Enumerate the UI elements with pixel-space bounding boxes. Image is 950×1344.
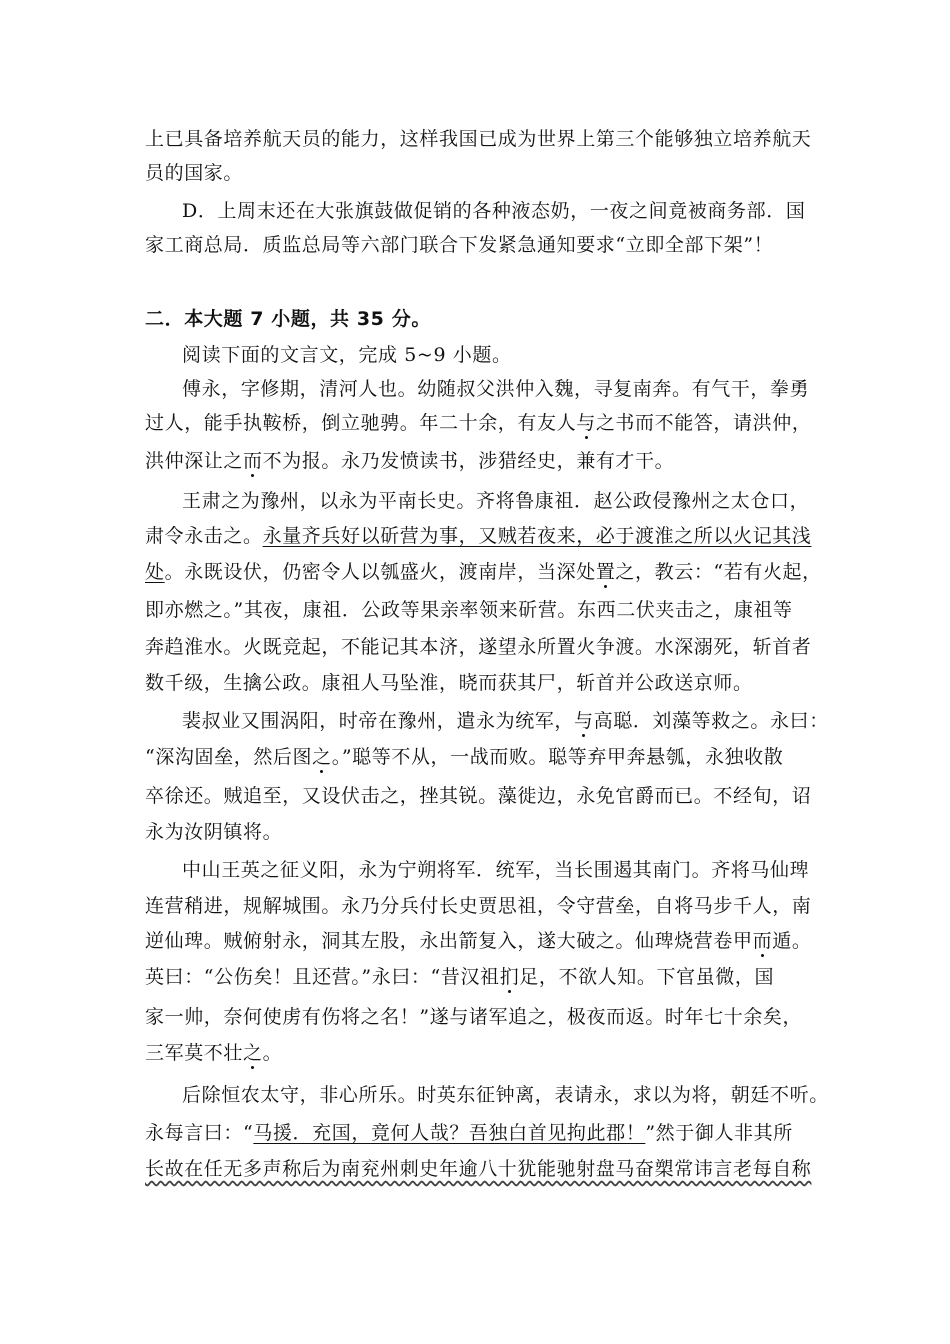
text-run: 洪仲深让之 [145,450,244,472]
underlined-sentence: 马援．充国，竟何人哉？吾独白首见拘此郡！ [253,1122,646,1144]
emphasis-dot-char: 而 [243,450,263,472]
passage-line: 永为汝阴镇将。 [145,821,283,843]
passage-line: 即亦燃之。”其夜，康祖．公政等果亲率领来斫营。东西二伏夹击之，康祖等 [145,599,793,621]
passage-line [145,523,811,549]
paragraph-line: 上已具备培养航天员的能力，这样我国已成为世界上第三个能够独立培养航天 [145,128,812,150]
section-heading: 二．本大题 7 小题，共 35 分。 [145,308,431,330]
text-run: 高聪．刘藻等救之。永曰： [593,710,829,732]
emphasis-dot-char: 与 [576,412,596,434]
passage-line: 数千级，生擒公政。康祖人马坠淮，晓而获其尸，斩首并公政送京师。 [145,672,753,694]
passage-line [145,410,811,436]
emphasis-dot-char: 之 [312,746,332,768]
text-run: 。永既设伏，仍密令人以瓠盛火，渡南岸，当深处 [164,561,596,583]
option-d-line: D．上周末还在大张旗鼓做促销的各种液态奶，一夜之间竟被商务部．国 [182,200,806,222]
passage-line [145,559,822,585]
emphasis-dot-char: 与 [574,710,594,732]
text-run: 之书而不能答，请洪仲， [595,412,812,434]
text-run: 遁。 [772,930,812,952]
passage-line: 后除恒农太守，非心所乐。时英东征钟离，表请永，求以为将，朝廷不听。 [182,1084,829,1106]
passage-line [145,928,811,954]
text-run: 过人，能手执鞍桥，倒立驰骋。年二十余，有友人 [145,412,577,434]
text-run: 。 [262,1042,283,1064]
text-run: 英曰：“公伤矣！且还营。”永曰：“昔汉祖 [145,966,500,988]
text-run: 之，教云：“若有火起， [615,561,822,583]
underlined-sentence: 处 [145,561,165,583]
passage-line: 中山王英之征义阳，永为宁朔将军．统军，当长围遏其南门。齐将马仙琕 [182,859,810,881]
passage-line [145,1040,282,1066]
text-run: 逆仙琕。贼俯射永，洞其左股，永出箭复入，遂大破之。仙琕烧营卷甲 [145,930,753,952]
passage-line [145,448,674,474]
passage-line [145,964,774,990]
passage-line-wavy-underline: 长故在任无多声称后为南兖州刺史年逾八十犹能驰射盘马奋槊常讳言老每自称 [145,1158,812,1180]
text-run: ”然于御人非其所 [645,1122,793,1144]
emphasis-dot-char: 扪 [499,966,520,988]
text-run: 肃令永击之。 [145,525,263,547]
section-instruction: 阅读下面的文言文，完成 5~9 小题。 [182,344,512,366]
passage-line: 家一帅，奈何使虏有伤将之名！”遂与诸军追之，极夜而返。时年七十余矣， [145,1006,803,1028]
passage-line [145,1120,793,1146]
text-run: 永每言曰：“ [145,1122,254,1144]
passage-line: 连营稍进，规解城围。永乃分兵付长史贾思祖，令守营垒，自将马步千人，南 [145,895,812,917]
passage-line [145,744,783,770]
passage-line [182,708,829,734]
paragraph-line: 员的国家。 [145,162,244,184]
text-run: 三军莫不壮 [145,1042,244,1064]
option-d-line: 家工商总局．质监总局等六部门联合下发紧急通知要求“立即全部下架”！ [145,234,774,256]
passage-line: 王肃之为豫州，以永为平南长史。齐将鲁康祖．赵公政侵豫州之太仓口， [182,490,810,512]
text-run: 不为报。永乃发愤读书，涉猎经史，兼有才干。 [262,450,675,472]
emphasis-dot-char: 而 [752,930,773,952]
underlined-sentence: 永量齐兵好以斫营为事，又贼若夜来，必于渡淮之所以火记其浅 [262,525,812,547]
text-run: “深沟固垒，然后图 [145,746,313,768]
text-run: 裴叔业又围涡阳，时帝在豫州，遣永为统军， [182,710,575,732]
emphasis-dot-char: 置 [595,561,616,583]
text-run: 。”聪等不从，一战而败。聪等弃甲奔悬瓠，永独收散 [331,746,784,768]
emphasis-dot-char: 之 [243,1042,263,1064]
text-run: 足，不欲人知。下官虽微，国 [519,966,775,988]
passage-line: 卒徐还。贼追至，又设伏击之，挫其锐。藻徙边，永免官爵而已。不经旬，诏 [145,785,812,807]
passage-line: 奔趋淮水。火既竞起，不能记其本济，遂望永所置火争渡。水深溺死，斩首者 [145,636,812,658]
passage-line: 傅永，字修期，清河人也。幼随叔父洪仲入魏，寻复南奔。有气干，拳勇 [182,378,810,400]
